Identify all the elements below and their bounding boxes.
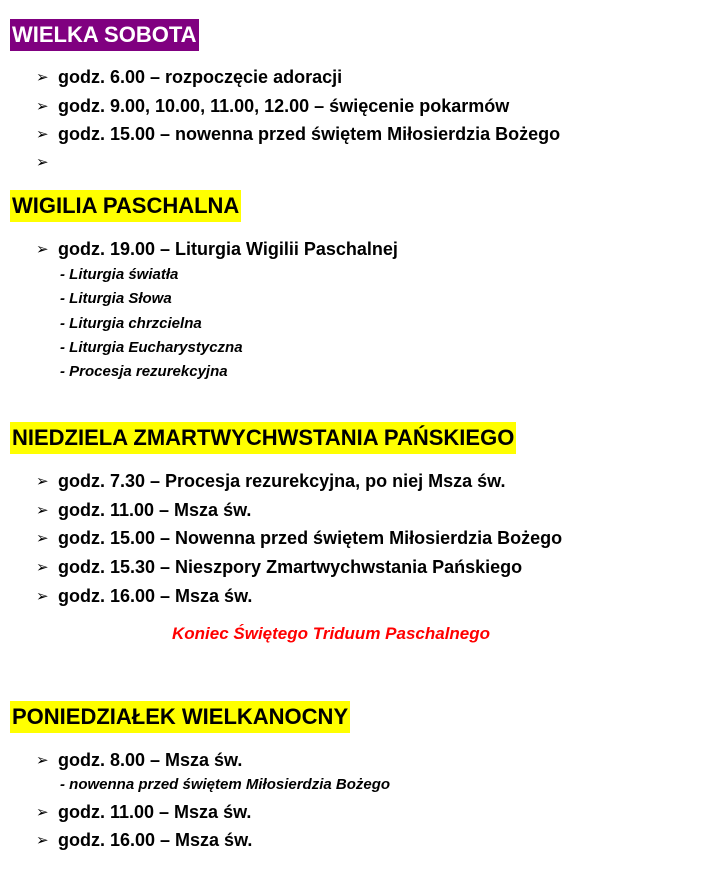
list-item-text: godz. 19.00 – Liturgia Wigilii Paschalnej — [58, 239, 398, 259]
list-item-text: godz. 11.00 – Msza św. — [58, 802, 252, 822]
section-heading-holy-saturday: WIELKA SOBOTA — [10, 19, 199, 51]
list-item-text: godz. 11.00 – Msza św. — [58, 500, 252, 520]
list-item-text: godz. 15.00 – nowenna przed świętem Miłosierdzia Bożego — [58, 124, 561, 144]
list-item — [36, 801, 251, 824]
arrow-bullet-icon: ➢ — [36, 126, 49, 143]
list-item — [36, 829, 252, 852]
list-item — [36, 66, 342, 89]
list-item-text: godz. 6.00 – rozpoczęcie adoracji — [58, 67, 343, 87]
arrow-bullet-icon: ➢ — [36, 752, 49, 769]
arrow-bullet-icon: ➢ — [36, 473, 49, 490]
list-item-text: godz. 7.30 – Procesja rezurekcyjna, po niej Msza św. — [58, 471, 506, 491]
list-item — [36, 556, 522, 579]
arrow-bullet-icon: ➢ — [36, 588, 49, 605]
list-item — [36, 123, 560, 146]
sub-item: - Liturgia Eucharystyczna — [60, 339, 243, 356]
arrow-bullet-icon: ➢ — [36, 154, 49, 171]
list-item — [36, 151, 58, 174]
list-item-text: godz. 9.00, 10.00, 11.00, 12.00 – święcenie pokarmów — [58, 96, 510, 116]
list-item — [36, 585, 252, 608]
arrow-bullet-icon: ➢ — [36, 530, 49, 547]
list-item-text: godz. 15.30 – Nieszpory Zmartwychwstania Pańskiego — [58, 557, 523, 577]
arrow-bullet-icon: ➢ — [36, 832, 49, 849]
arrow-bullet-icon: ➢ — [36, 98, 49, 115]
section-heading-easter-vigil: WIGILIA PASCHALNA — [10, 190, 241, 222]
list-item — [36, 749, 242, 772]
list-item — [36, 95, 509, 118]
list-item-text: godz. 8.00 – Msza św. — [58, 750, 243, 770]
list-item-text: godz. 15.00 – Nowenna przed świętem Miłosierdzia Bożego — [58, 528, 563, 548]
sub-item: - Liturgia światła — [60, 266, 179, 283]
sub-item: - nowenna przed świętem Miłosierdzia Bożego — [60, 776, 391, 793]
triduum-end-note: Koniec Świętego Triduum Paschalnego — [172, 624, 491, 643]
sub-item: - Procesja rezurekcyjna — [60, 363, 228, 380]
list-item-text: godz. 16.00 – Msza św. — [58, 830, 253, 850]
arrow-bullet-icon: ➢ — [36, 502, 49, 519]
arrow-bullet-icon: ➢ — [36, 241, 49, 258]
list-item — [36, 527, 562, 550]
arrow-bullet-icon: ➢ — [36, 804, 49, 821]
section-heading-easter-sunday: NIEDZIELA ZMARTWYCHWSTANIA PAŃSKIEGO — [10, 422, 516, 454]
sub-item: - Liturgia Słowa — [60, 290, 172, 307]
sub-item: - Liturgia chrzcielna — [60, 315, 202, 332]
arrow-bullet-icon: ➢ — [36, 559, 49, 576]
list-item — [36, 470, 506, 493]
section-heading-easter-monday: PONIEDZIAŁEK WIELKANOCNY — [10, 701, 350, 733]
list-item-text: godz. 16.00 – Msza św. — [58, 586, 253, 606]
list-item — [36, 499, 251, 522]
list-item — [36, 238, 398, 261]
arrow-bullet-icon: ➢ — [36, 69, 49, 86]
